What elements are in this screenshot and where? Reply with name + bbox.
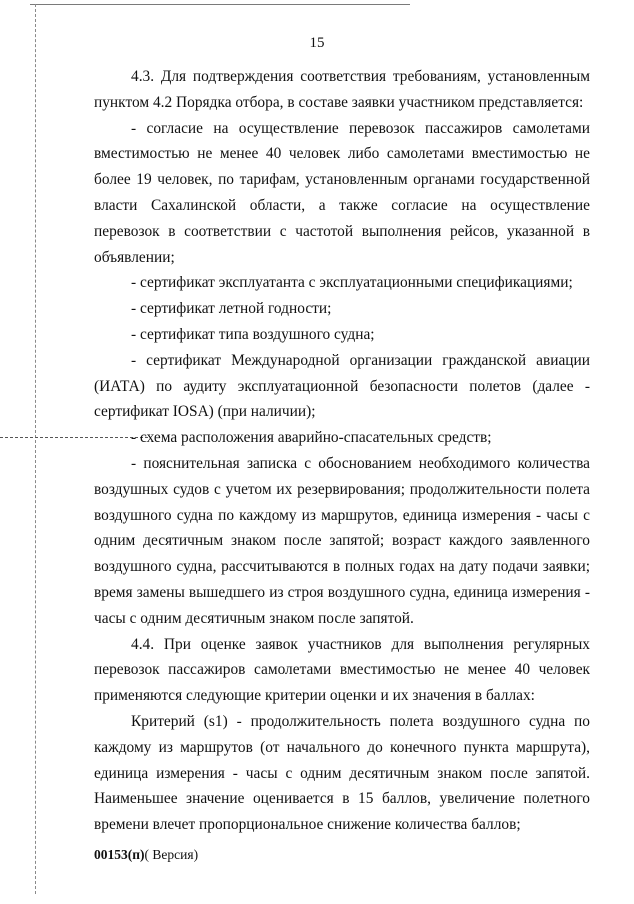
list-item-type-certificate: - сертификат типа воздушного судна;	[131, 325, 375, 343]
list-item-consent: - согласие на осуществление перевозок пассажиров самолетами вместимостью не менее 40 человек либо самолетами вместимостью не более 19 человек, по тарифам, установленным органами государственной власти Сахалинской области, а также согласие на осуществление перевозок в соответствии с частотой выполнения рейсов, указанной в объявлении;	[94, 119, 590, 266]
footer-code: 00153(п)	[94, 847, 145, 862]
footer-version-label: ( Версия)	[144, 847, 199, 862]
document-body	[94, 64, 590, 838]
scan-border-left	[35, 4, 36, 894]
list-item-operator-certificate: - сертификат эксплуатанта с эксплуатационными спецификациями;	[131, 274, 573, 292]
page-number: 15	[309, 35, 325, 51]
list-item-airworthiness-certificate: - сертификат летной годности;	[131, 300, 332, 318]
list-item-iata-certificate: - сертификат Международной организации гражданской авиации (ИАТА) по аудиту эксплуатационной безопасности полетов (далее - сертификат IOSA) (при наличии);	[94, 351, 590, 421]
list-item-emergency-scheme: - схема расположения аварийно-спасательных средств;	[131, 429, 492, 447]
list-item-explanatory-note: - пояснительная записка с обоснованием необходимого количества воздушных судов с учетом их резервирования; продолжительности полета воздушного судна по каждому из маршрутов, единица измерения - часы с одним десятичным знаком после запятой; возраст каждого заявленного воздушного судна, рассчитываются в полных годах на дату подачи заявки; время замены вышедшего из строя воздушного судна, единица измерения - часы с одним десятичным знаком после запятой.	[94, 454, 590, 627]
criterion-s1: Критерий (s1) - продолжительность полета воздушного судна по каждому из маршрутов (от начального до конечного пункта маршрута), единица измерения - часы с одним десятичным знаком после запятой. Наименьшее значение оценивается в 15 баллов, увеличение полетного времени влечет пропорциональное снижение количества баллов;	[94, 712, 590, 834]
scan-border-top	[30, 4, 410, 5]
paragraph-4-4: 4.4. При оценке заявок участников для выполнения регулярных перевозок пассажиров самолетами вместимостью не менее 40 человек применяются следующие критерии оценки и их значения в баллах:	[94, 635, 590, 705]
paragraph-4-3: 4.3. Для подтверждения соответствия требованиям, установленным пунктом 4.2 Порядка отбора, в составе заявки участником представляется:	[94, 68, 590, 111]
footer	[94, 846, 198, 864]
